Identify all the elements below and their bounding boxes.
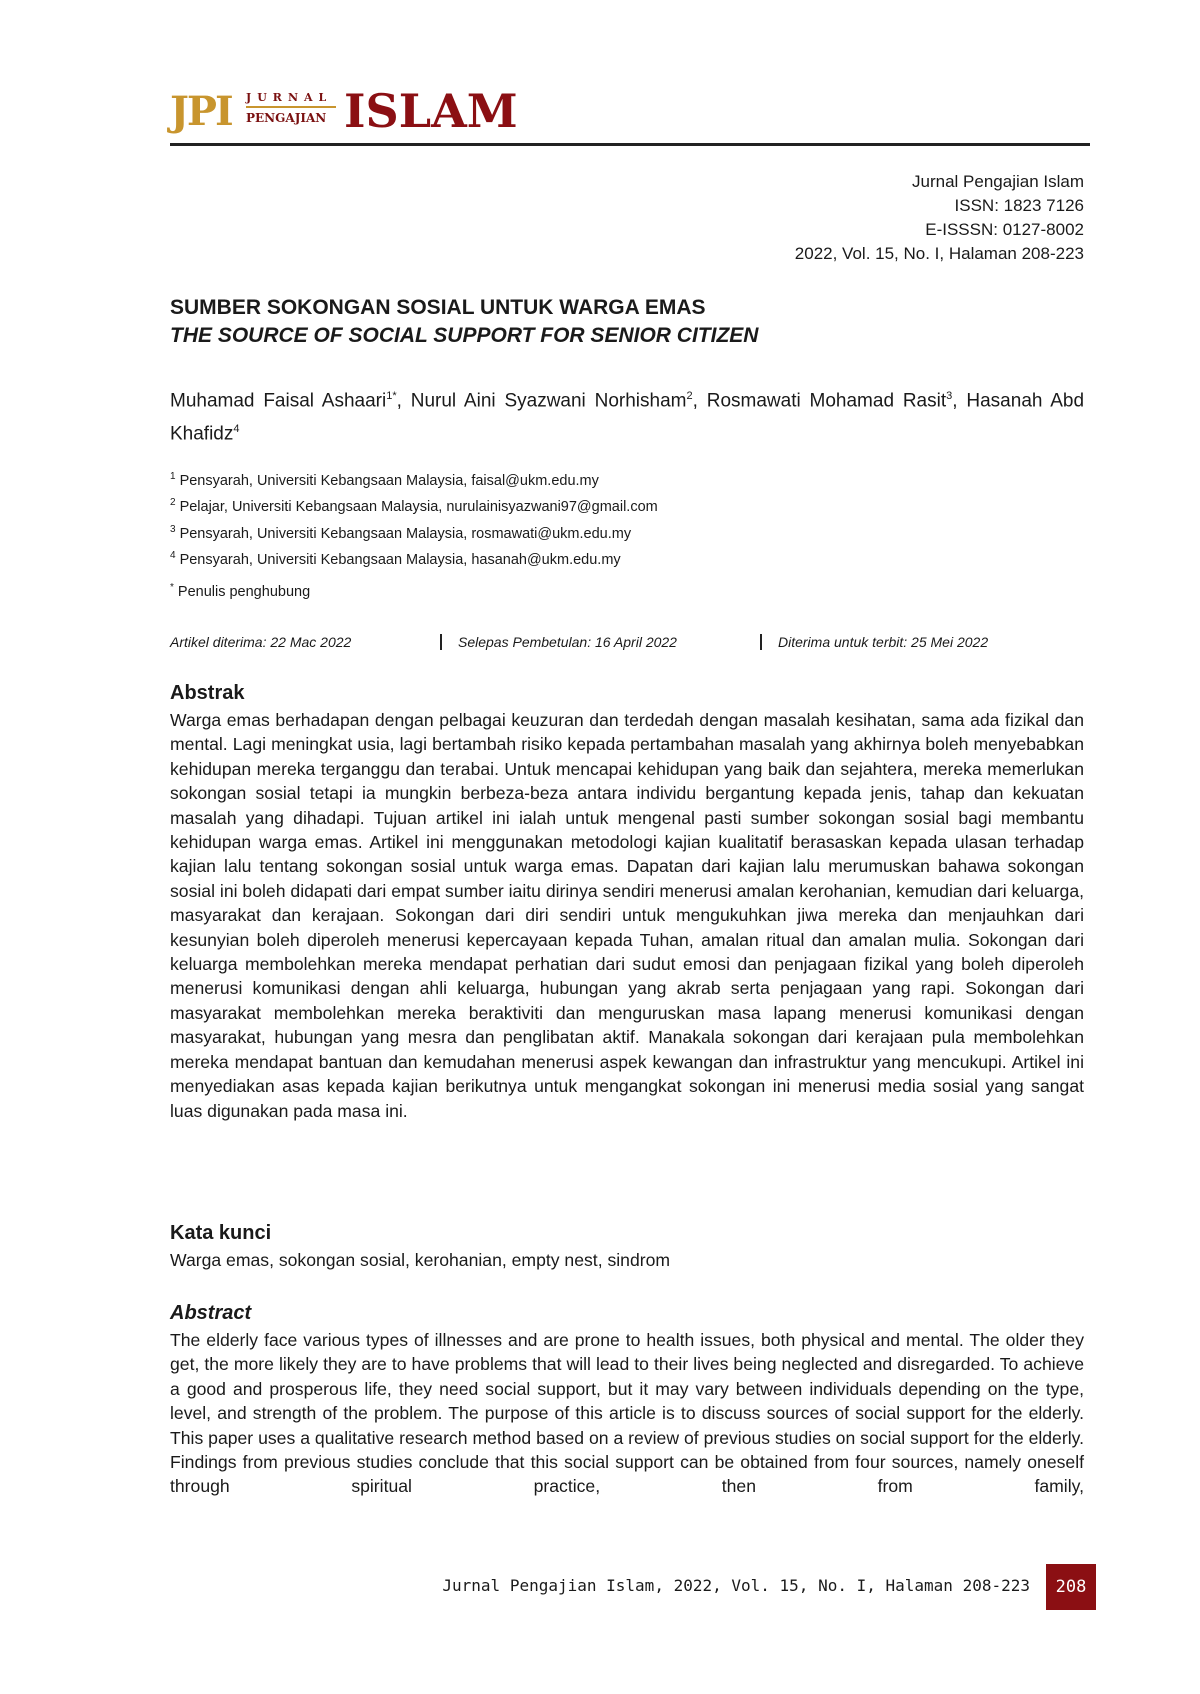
affiliation-number: 3 xyxy=(170,523,176,535)
logo-divider xyxy=(246,106,336,108)
journal-info xyxy=(795,170,1084,266)
footer-citation: Jurnal Pengajian Islam, 2022, Vol. 15, No. I, Halaman 208-223 xyxy=(442,1576,1030,1595)
journal-issn: ISSN: 1823 7126 xyxy=(954,196,1084,215)
author-affiliation-mark: 4 xyxy=(233,423,240,436)
date-received: Artikel diterima: 22 Mac 2022 xyxy=(170,634,352,650)
paper-title-english: THE SOURCE OF SOCIAL SUPPORT FOR SENIOR CITIZEN xyxy=(170,324,759,347)
date-revised: Selepas Pembetulan: 16 April 2022 xyxy=(440,634,677,650)
corresponding-mark: * xyxy=(170,582,174,593)
affiliation-item xyxy=(170,519,658,545)
affiliation-number: 2 xyxy=(170,497,176,509)
affiliation-text: Pelajar, Universiti Kebangsaan Malaysia, nurulainisyazwani97@gmail.com xyxy=(179,499,658,516)
abstract-body: The elderly face various types of illnesses and are prone to health issues, both physical and mental. The older they get, the more likely they are to have problems that will lead to their lives being neglected and disregarded. To achieve a good and prosperous life, they need social support, but it may vary between individuals depending on the type, level, and strength of the problem. The purpose of this article is to discuss sources of social support for the elderly. This paper uses a qualitative research method based on a review of previous studies on social support for the elderly. Findings from previous studies conclude that this social support can be obtained from four sources, namely oneself through spiritual practice, then from family, xyxy=(170,1330,1084,1497)
abstrak-body: Warga emas berhadapan dengan pelbagai keuzuran dan terdedah dengan masalah kesihatan, sama ada fizikal dan mental. Lagi meningkat usia, lagi bertambah risiko kepada pertambahan masalah yang akhirnya boleh menyebabkan kehidupan mereka terganggu dan terabai. Untuk mencapai kehidupan yang baik dan sejahtera, mereka memerlukan sokongan sosial tetapi ia mungkin berbeza-beza antara individu bergantung kepada jenis, tahap dan kekuatan masalah yang dihadapi. Tujuan artikel ini ialah untuk mengenal pasti sumber sokongan sosial bagi membantu kehidupan warga emas. Artikel ini menggunakan metodologi kajian kualitatif berasaskan kepada ulasan terhadap kajian lalu tentang sokongan sosial untuk warga emas. Dapatan dari kajian lalu merumuskan bahawa sokongan sosial ini boleh didapati dari empat sumber iaitu dirinya sendiri menerusi amalan kerohanian, kemudian dari keluarga, masyarakat dan kerajaan. Sokongan dari diri sendiri untuk mengukuhkan jiwa mereka dan menjauhkan dari kesunyian boleh diperoleh menerusi kepercayaan kepada Tuhan, amalan ritual dan amalan mulia. Sokongan dari keluarga membolehkan mereka mendapat perhatian dari sudut emosi dan penjagaan fizikal yang boleh diperoleh menerusi komunikasi dengan ahli keluarga, hubungan yang akrab serta penjagaan yang rapi. Sokongan dari masyarakat membolehkan mereka beraktiviti dan menguruskan masa lapang menerusi komunikasi dengan masyarakat, hubungan yang mesra dan penglibatan aktif. Manakala sokongan dari kerajaan pula membolehkan mereka mendapat bantuan dan kemudahan menerusi aspek kewangan dan infrastruktur yang mencukupi. Artikel ini menyediakan asas kepada kajian berikutnya untuk mengangkat sokongan ini menerusi media sosial yang sangat luas digunakan pada masa ini. xyxy=(170,710,1084,1121)
corresponding-text: Penulis penghubung xyxy=(177,583,311,600)
corresponding-author-note xyxy=(170,582,310,600)
header-rule xyxy=(170,143,1090,146)
affiliation-text: Pensyarah, Universiti Kebangsaan Malaysia, hasanah@ukm.edu.my xyxy=(179,551,621,568)
journal-logo-pengajian: PENGAJIAN xyxy=(246,111,327,125)
author-name: Muhamad Faisal Ashaari xyxy=(170,390,387,412)
author-list: Muhamad Faisal Ashaari$^{1*}$, Nurul Aini Syazwani Norhisham$^2$, Rosmawati Mohamad Rasit$^3$, Hasanah Abd Khafidz$^4$ xyxy=(170,390,1085,445)
author-name: Nurul Aini Syazwani Norhisham xyxy=(410,390,687,412)
author-name: Hasanah Abd Khafidz xyxy=(170,390,1085,445)
affiliation-item xyxy=(170,492,658,518)
affiliation-number: 4 xyxy=(170,549,176,561)
keywords-text: Warga emas, sokongan sosial, kerohanian, empty nest, sindrom xyxy=(170,1250,671,1270)
journal-logo-islam: ISLAM xyxy=(344,84,518,138)
journal-logo-jurnal: JURNAL xyxy=(246,91,333,104)
keywords-heading: Kata kunci xyxy=(170,1222,272,1244)
abstrak-heading: Abstrak xyxy=(170,682,245,704)
journal-name: Jurnal Pengajian Islam xyxy=(912,172,1084,191)
journal-masthead xyxy=(170,84,1090,140)
page-number-badge: 208 xyxy=(1046,1564,1096,1610)
affiliation-item xyxy=(170,466,658,492)
journal-eissn: E-ISSSN: 0127-8002 xyxy=(925,220,1084,239)
author-name: Rosmawati Mohamad Rasit xyxy=(706,390,947,412)
abstract-heading: Abstract xyxy=(170,1302,252,1324)
author-affiliation-mark: 2 xyxy=(686,390,693,402)
affiliation-list xyxy=(170,466,658,571)
paper-title-malay: SUMBER SOKONGAN SOSIAL UNTUK WARGA EMAS xyxy=(170,296,706,319)
affiliation-number: 1 xyxy=(170,471,176,482)
date-accepted: Diterima untuk terbit: 25 Mei 2022 xyxy=(760,634,988,650)
author-affiliation-mark: 3 xyxy=(946,390,953,402)
affiliation-text: Pensyarah, Universiti Kebangsaan Malaysia, faisal@ukm.edu.my xyxy=(179,472,599,489)
journal-logo-mark: JPI xyxy=(170,88,232,135)
journal-issue: 2022, Vol. 15, No. I, Halaman 208-223 xyxy=(794,244,1084,263)
affiliation-text: Pensyarah, Universiti Kebangsaan Malaysia, rosmawati@ukm.edu.my xyxy=(179,525,632,542)
affiliation-item xyxy=(170,545,658,571)
author-affiliation-mark: 1* xyxy=(386,390,397,402)
